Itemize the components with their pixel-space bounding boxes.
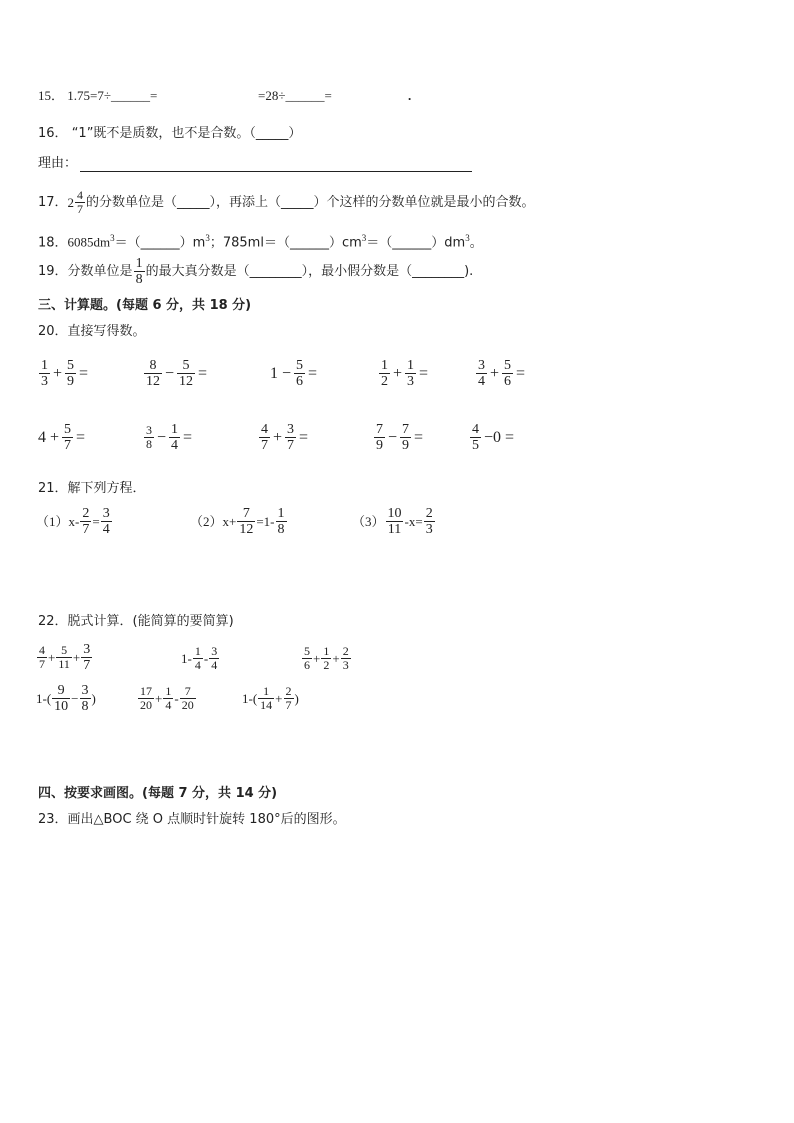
q17-line [38, 189, 535, 216]
q18-a: 6085dm [67, 234, 111, 250]
section-4-heading: 四、按要求画图。(每题 7 分，共 14 分) [38, 786, 278, 801]
q17-fraction: $\frac{4}{7}$ [77, 188, 84, 216]
q22-expr-a: $\frac{4}{7}$ + $\frac{5}{11}$ + $\frac{3}{7}$ [39, 642, 91, 673]
q20-item-3: 1 − $\frac{5}{6}$ = [270, 358, 318, 389]
q19-b: 的最大真分数是（________），最小假分数是（________). [145, 263, 474, 279]
q19-a: 分数单位是 [67, 263, 133, 279]
q20-item-9: $\frac{7}{9}$ − $\frac{7}{9}$ = [376, 422, 424, 453]
q18-f: 。 [469, 235, 483, 251]
q15-expr-a: 1.75=7÷ [67, 88, 111, 103]
q18-e: ＝（______）dm [366, 235, 466, 251]
q15-blank-1[interactable]: ______ [110, 88, 150, 103]
q15-eq-2: = [324, 88, 332, 103]
q18-d: ＝（______）cm [263, 235, 362, 251]
q21-equation-1: （1）x- $\frac{2}{7}$ = $\frac{3}{4}$ [36, 506, 110, 537]
q18-number: 18． [38, 235, 68, 251]
q22-expr-f: 1-( $\frac{1}{14}$ + $\frac{2}{7}$ ) [242, 684, 299, 712]
q18-line: 18．$6085dm^3=(\_\_\_\_\_\_)m^3$；$785ml=(\_\_\_\_\_\_)cm^3=(\_\_\_\_\_\_)dm^3$。 [38, 233, 483, 251]
q20-item-2: $\frac{8}{12}$ − $\frac{5}{12}$ = [146, 358, 208, 389]
q19-fraction: $\frac{1}{8}$ [135, 256, 143, 287]
q18-c: ；785 [209, 235, 248, 251]
q15-line-b [258, 88, 332, 104]
q21-equation-2: （2）x+ $\frac{7}{12}$ =1- $\frac{1}{8}$ [190, 506, 285, 537]
q20-item-1: $\frac{1}{3}$ + $\frac{5}{9}$ = [41, 358, 89, 389]
q22-expr-c: $\frac{5}{6}$ + $\frac{1}{2}$ + $\frac{2}{3}$ [304, 644, 349, 672]
q16-reason-line[interactable] [80, 171, 472, 172]
q22-expr-e: $\frac{17}{20}$ + $\frac{1}{4}$ - $\frac{7}{20}$ [140, 684, 194, 712]
q20-item-5: $\frac{3}{4}$ + $\frac{5}{6}$ = [478, 358, 526, 389]
q21-equation-3: （3） $\frac{10}{11}$ -x= $\frac{2}{3}$ [352, 506, 433, 537]
q17-text: 的分数单位是（_____），再添上（_____）个这样的分数单位就是最小的合数。 [86, 194, 535, 210]
q15-eq: = [149, 88, 158, 103]
q20-item-10: $\frac{4}{5}$ −0 = [472, 422, 515, 453]
q15-number: 15． [38, 88, 65, 103]
q20-item-4: $\frac{1}{2}$ + $\frac{1}{3}$ = [381, 358, 429, 389]
q20-item-8: $\frac{4}{7}$ + $\frac{3}{7}$ = [261, 422, 309, 453]
q16-line [38, 126, 301, 142]
q16-text: “1”既不是质数，也不是合数。（_____） [71, 126, 302, 141]
q18-ml: ml [247, 235, 264, 251]
q15-dot: . [408, 88, 412, 103]
q22-title: 22．脱式计算．(能简算的要简算) [38, 614, 234, 629]
q15-line [38, 88, 157, 104]
q19-number: 19． [38, 263, 68, 279]
q21-title: 21．解下列方程． [38, 481, 146, 496]
q16-reason-label: 理由： [38, 156, 78, 171]
q22-expr-d: 1-( $\frac{9}{10}$ − $\frac{3}{8}$ ) [36, 683, 96, 714]
q20-item-7: $\frac{3}{8}$ − $\frac{1}{4}$ = [146, 422, 193, 453]
q17-number: 17． [38, 194, 68, 210]
q22-expr-b: 1- $\frac{1}{4}$ - $\frac{3}{4}$ [181, 644, 218, 672]
q19-line [38, 256, 473, 287]
q16-number: 16． [38, 126, 68, 141]
q20-item-6: 4 + $\frac{5}{7}$ = [38, 422, 86, 453]
q20-title: 20．直接写得数。 [38, 324, 146, 339]
section-3-heading: 三、计算题。(每题 6 分，共 18 分) [38, 298, 252, 313]
q15-blank-2[interactable]: ______ [285, 88, 325, 103]
q17-mixed-whole: 2 [67, 194, 75, 210]
q15-expr-c: =28÷ [258, 88, 286, 103]
q23-text: 23．画出△BOC 绕 O 点顺时针旋转 180°后的图形。 [38, 812, 346, 827]
q18-b: ＝（______）m [114, 235, 206, 251]
